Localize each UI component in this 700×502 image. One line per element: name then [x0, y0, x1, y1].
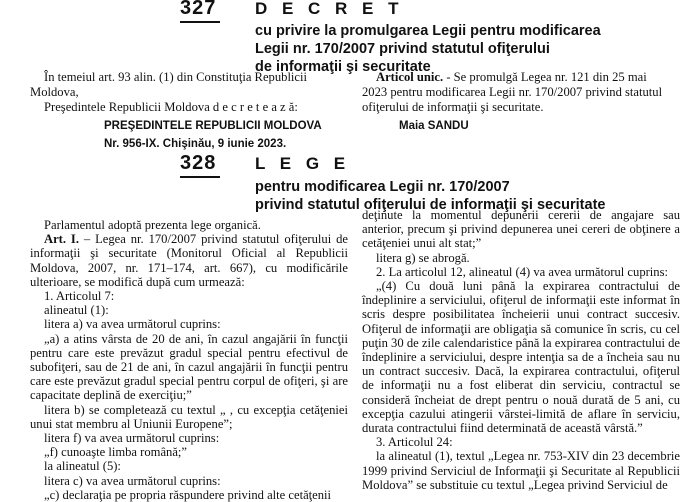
law-left-column [30, 218, 348, 502]
paragraph: „(4) Cu două luni până la expirarea contractului de îndeplinire a serviciului, ofiţerul de informaţii este informat în scris despre posibilitatea încheierii unui contract succesiv. Ofiţerul de informaţii are obligaţia să comunice în scris, cu cel puţin 30 de zile calendaristice până la expirarea contractului de îndeplinire a serviciului, despre intenţia sa de a încheia sau nu un contract succesiv. Dacă, la expirarea contractului, ofiţerul de informaţii nu a fost eliberat din serviciu, contractul se consideră încheiat de drept pentru o nouă durată de 5 ani, cu excepţia cazului atingerii vârstei-limită de aflare în serviciu, durata contractului fiind determinată de această vârstă.” [362, 279, 680, 436]
paragraph: la alineatul (5): [44, 459, 121, 474]
law-number: 328 [180, 152, 217, 174]
preamble-line: Moldova, [30, 85, 79, 99]
paragraph: „a) a atins vârsta de 20 de ani, în cazul angajării în funcţii pentru care este prevăzut gradul special pentru efectivul de subofiţeri, sau de 21 de ani, în cazul angajării în funcţii pentru care este prevăzut gradul special pentru corpul de ofiţeri, şi are capacitate deplină de exerciţiu;” [30, 331, 348, 403]
paragraph: litera c) va avea următorul cuprins: [44, 473, 221, 488]
decree-number: 327 [180, 0, 217, 19]
decree-subject-line: cu privire la promulgarea Legii pentru modificarea [255, 23, 601, 39]
article-label: Articol unic. [376, 70, 444, 84]
paragraph: Parlamentul adoptă prezenta lege organică. [44, 218, 261, 232]
signer-title: PREŞEDINTELE REPUBLICII MOLDOVA [104, 120, 322, 132]
article-one-text: – Legea nr. 170/2007 privind statutul ofiţerului de informaţii şi securitate (Monitorul Oficial al Republicii Moldova, 2007, nr. 171–174, art. 667), cu modificările ulterioare, se modifică după cum urmează: [30, 232, 348, 289]
decree-article [362, 70, 680, 115]
article-text: - Se promulgă Legea nr. 121 din 25 mai [443, 70, 647, 84]
paragraph: litera a) va avea următorul cuprins: [44, 317, 221, 332]
law-subject-line: privind statutul ofiţerului de informaţii şi securitate [255, 197, 606, 213]
law-title-rule [180, 176, 220, 178]
signer-name: Maia SANDU [399, 120, 469, 132]
article-one-label: Art. I. [44, 232, 79, 247]
law-right-column [362, 208, 680, 492]
paragraph [30, 232, 348, 289]
decree-preamble [30, 70, 350, 115]
preamble-line: În temeiul art. 93 alin. (1) din Constituţia Republicii [44, 70, 308, 84]
decree-title-rule [180, 21, 220, 23]
paragraph: la alineatul (1), textul „Legea nr. 753-XIV din 23 decembrie 1999 privind Serviciul de Informaţii şi Securitate al Republicii Moldova” se substituie cu textul „Legea privind Serviciul de [362, 449, 680, 492]
paragraph: „c) declaraţia pe propria răspundere privind alte cetăţenii [44, 487, 332, 502]
paragraph: 2. La articolul 12, alineatul (4) va avea următorul cuprins: [376, 264, 668, 279]
decree-reference: Nr. 956-IX. Chişinău, 9 iunie 2023. [104, 138, 287, 150]
decree-subject-line: Legii nr. 170/2007 privind statutul ofiţerului [255, 41, 550, 57]
paragraph: litera f) va avea următorul cuprins: [44, 431, 220, 446]
law-type-title: L E G E [255, 154, 351, 173]
preamble-line: Preşedintele Republicii Moldova d e c r e t e a z ă: [44, 100, 298, 114]
paragraph: deţinute la momentul depunerii cererii de angajare sau anterior, precum şi privind depunerea unei cereri de obţinere a cetăţeniei unui alt stat;” [362, 208, 680, 251]
decree-subject [255, 22, 601, 76]
law-subject-line: pentru modificarea Legii nr. 170/2007 [255, 179, 510, 195]
paragraph: „f) cunoaşte limba română;” [44, 445, 188, 460]
article-first-line [362, 70, 680, 85]
paragraph: 3. Articolul 24: [376, 435, 453, 450]
article-text: 2023 pentru modificarea Legii nr. 170/2007 privind statutul [362, 85, 663, 99]
paragraph: litera b) se completează cu textul „ , cu excepţia cetăţeniei unui stat membru al Uniunii Europene”; [30, 402, 348, 431]
article-text: ofiţerului de informaţii şi securitate. [362, 100, 544, 114]
decree-subject-line: de informaţii şi securitate [255, 59, 431, 75]
decree-type-title: D E C R E T [255, 0, 404, 18]
paragraph: 1. Articolul 7: [44, 289, 115, 304]
paragraph: alineatul (1): [44, 303, 109, 318]
paragraph: litera g) se abrogă. [376, 250, 470, 265]
